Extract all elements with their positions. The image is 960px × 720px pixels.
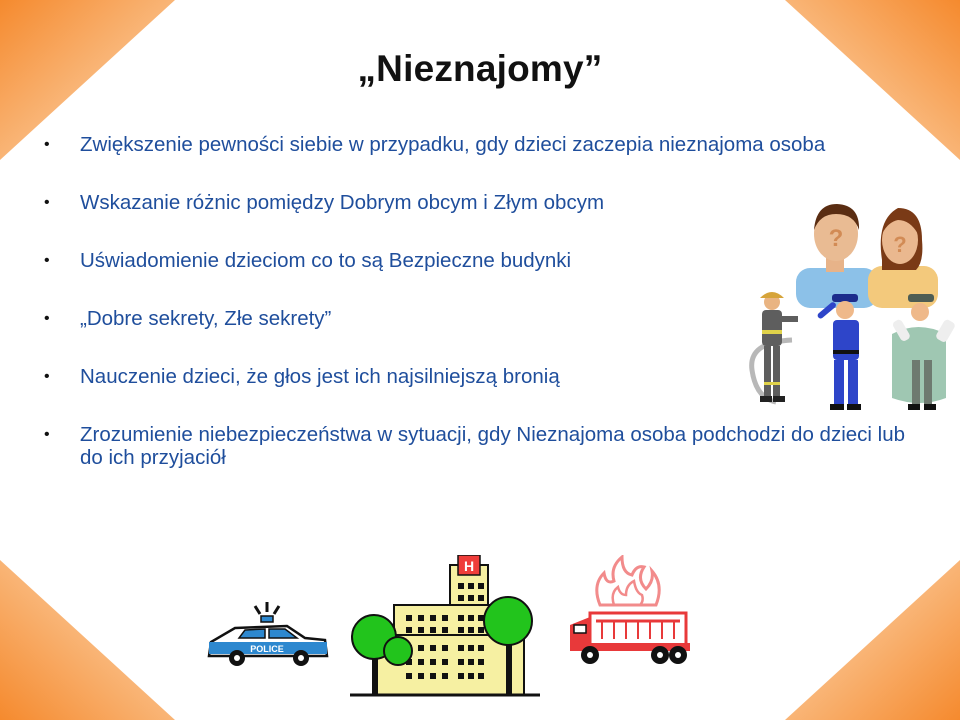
svg-text:?: ?: [893, 232, 907, 257]
bullet-dot: •: [44, 368, 50, 385]
bullet-dot: •: [44, 194, 50, 211]
bullet-text: Uświadomienie dzieciom co to są Bezpieczne budynki: [80, 249, 572, 272]
fire-truck-illustration: [570, 555, 695, 670]
slide-title: „Nieznajomy”: [357, 48, 603, 89]
bullet-item: [40, 133, 900, 156]
bullet-item: [40, 307, 720, 330]
bullet-item: [40, 423, 920, 469]
bullet-dot: •: [44, 136, 50, 153]
bullet-text: „Dobre sekrety, Złe sekrety”: [80, 307, 332, 330]
bullet-item: [40, 365, 720, 388]
bullet-text: Wskazanie różnic pomiędzy Dobrym obcym i Złym obcym: [80, 191, 605, 214]
police-car-label: POLICE: [250, 644, 284, 654]
hospital-illustration: [350, 555, 540, 700]
police-car-illustration: [205, 600, 330, 670]
hospital-letter: H: [463, 558, 475, 574]
bullet-text: Nauczenie dzieci, że głos jest ich najsilniejszą bronią: [80, 365, 560, 388]
helpers-illustration: [742, 290, 960, 415]
bullet-dot: •: [44, 252, 50, 269]
bullet-dot: •: [44, 310, 50, 327]
bullet-item: [40, 249, 720, 272]
bullet-item: [40, 191, 720, 214]
corner-decoration-bottom-right: [780, 550, 960, 720]
bullet-text: Zrozumienie niebezpieczeństwa w sytuacji, gdy Nieznajoma osoba podchodzi do dzieci lub do ich przyjaciół: [80, 423, 906, 469]
bullet-text: Zwiększenie pewności siebie w przypadku, gdy dzieci zaczepia nieznajoma osoba: [80, 133, 826, 156]
corner-decoration-bottom-left: [0, 550, 180, 720]
svg-text:?: ?: [828, 225, 844, 252]
bullet-dot: •: [44, 426, 50, 443]
